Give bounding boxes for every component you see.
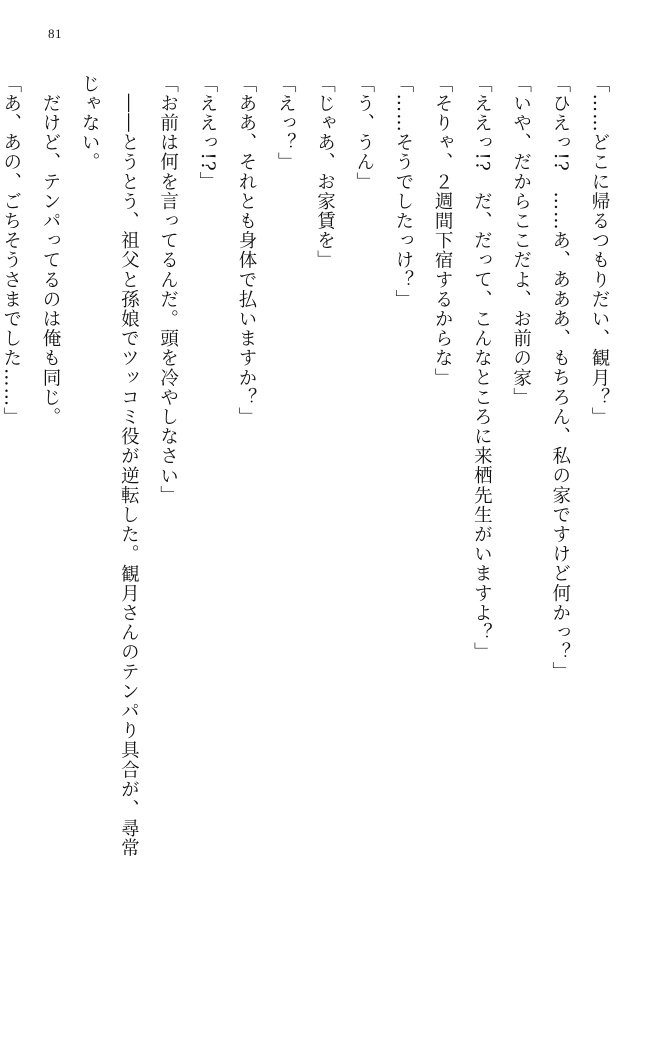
text-line: 「お前は何を言ってるんだ。頭を冷やしなさい」	[157, 74, 179, 506]
text-line: じゃない。	[79, 74, 101, 172]
text-line: 「……どこに帰るつもりだい、観月？」	[589, 74, 610, 427]
text-line: 「えっ？」	[275, 74, 297, 172]
text-line: 「う、うん」	[353, 74, 375, 192]
text-line: 「ええっ!? だ、だって、こんなところに来栖先生がいますよ？」	[471, 74, 493, 662]
text-line: だけど、テンパってるのは俺も同じ。	[39, 74, 61, 427]
text-line: 「ああ、それとも身体で払いますか？」	[236, 74, 258, 427]
text-line: 「ひえっ!? ……あ、あああ、もちろん、私の家ですけど何かっ？」	[549, 74, 571, 682]
text-line: ――とうとう、祖父と孫娘でツッコミ役が逆転した。観月さんのテンパり具合が、尋常	[118, 74, 140, 858]
page-number: 81	[48, 26, 62, 41]
text-line: 「あ、あの、ごちそうさまでした……」	[0, 74, 22, 427]
text-line: 「ええっ!?」	[196, 74, 218, 192]
text-line: 「いや、だからここだよ、お前の家」	[510, 74, 532, 408]
text-line: 「……そうでしたっけ？」	[392, 74, 414, 310]
text-line: 「そりゃ、２週間下宿するからな」	[432, 74, 454, 388]
page-body-text	[0, 74, 619, 989]
text-line: 「じゃあ、お家賃を」	[314, 74, 336, 270]
